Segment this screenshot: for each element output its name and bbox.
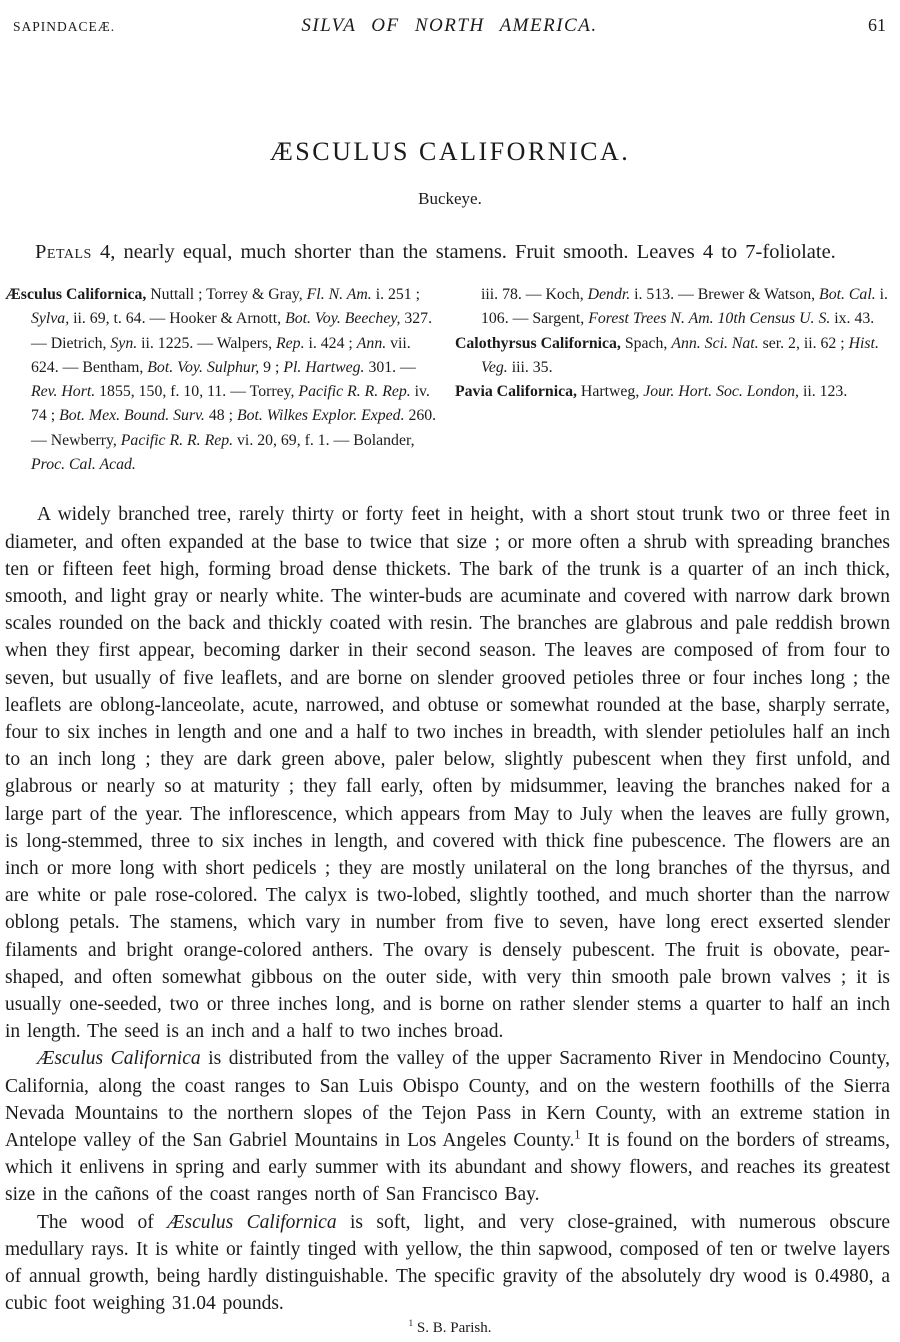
synonym-citation-calothyrsus: Calothyrsus Californica, Spach, Ann. Sci. Nat. ser. 2, ii. 62 ; Hist. Veg. iii. 35. [455,334,879,376]
synonym-citation-pavia: Pavia Californica, Hartweg, Jour. Hort. Soc. London, ii. 123. [455,383,848,401]
synonymy-block [5,283,890,477]
common-name: Buckeye. [418,189,482,208]
running-head [0,0,900,37]
synonym-citation-continuation: iii. 78. — Koch, Dendr. i. 513. — Brewer & Watson, Bot. Cal. i. 106. — Sargent, Forest Trees N. Am. 10th Census U. S. ix. 43. [481,286,888,328]
synonymy-right-column [455,283,890,477]
synonym-citation-aesculus: Æsculus Californica, Nuttall ; Torrey & Gray, Fl. N. Am. i. 251 ; Sylva, ii. 69, t. 64. — Hooker & Arnott, Bot. Voy. Beechey, 327. — Dietrich, Syn. ii. 1225. — Walpers, Rep. i. 424 ; Ann. vii. 624. — Bentham, Bot. Voy. Sulphur, 9 ; Pl. Hartweg. 301. — Rev. Hort. 1855, 150, f. 10, 11. — Torrey, Pacific R. R. Rep. iv. 74 ; Bot. Mex. Bound. Surv. 48 ; Bot. Wilkes Explor. Exped. 260. — Newberry, Pacific R. R. Rep. vi. 20, 69, f. 1. — Bolander, Proc. Cal. Acad. [5,286,437,474]
diagnosis-paragraph: Petals 4, nearly equal, much shorter than the stamens. Fruit smooth. Leaves 4 to 7-foliolate. [35,241,836,263]
description-paragraph-wood: The wood of Æsculus Californica is soft, light, and very close-grained, with numerous obscure medullary rays. It is white or faintly tinged with yellow, the thin sapwood, composed of ten or twelve layers of annual growth, being hardly distinguishable. The specific gravity of the absolutely dry wood is 0.4980, a cubic foot weighing 31.04 pounds. [5,1211,890,1315]
book-title: SILVA OF NORTH AMERICA. [301,15,598,36]
description-paragraph-distribution: Æsculus Californica is distributed from the valley of the upper Sacramento River in Mendocino County, California, along the coast ranges to San Luis Obispo County, and on the western foothills of the Sierra Nevada Mountains to the northern slopes of the Tejon Pass in Kern County, with an extreme station in Antelope valley of the San Gabriel Mountains in Los Angeles County.$^1$ It is found on the borders of streams, which it enlivens in spring and early summer with its abundant and showy flowers, and reaches its greatest size in the cañons of the coast ranges north of San Francisco Bay. [5,1048,890,1206]
footnote: $^1$ S. B. Parish. [408,1319,492,1337]
species-title: ÆSCULUS CALIFORNICA. [269,137,631,166]
page-number: 61 [868,15,886,35]
family-name: SAPINDACEÆ. [13,19,116,34]
synonymy-left-column [5,283,440,477]
description-paragraph-habit: A widely branched tree, rarely thirty or forty feet in height, with a short stout trunk two or three feet in diameter, and often expanded at the base to twice that size ; or more often a shrub with spreading branches ten or fifteen feet high, forming broad dense thickets. The bark of the trunk is a quarter of an inch thick, smooth, and light gray or nearly white. The winter-buds are acuminate and covered with narrow dark brown scales rounded on the back and thickly coated with resin. The branches are glabrous and pale reddish brown when they first appear, becoming darker in their second season. The leaves are composed of from four to seven, but usually of five leaflets, and are borne on slender grooved petioles three or four inches long ; the leaflets are oblong-lanceolate, acute, narrowed, and obtuse or somewhat rounded at the base, sharply serrate, four to six inches in length and one and a half to two inches in breadth, with slender petiolules half an inch to an inch long ; they are dark green above, paler below, slightly pubescent when they first unfold, and glabrous or nearly so at maturity ; they fall early, often by midsummer, leaving the branches naked for a large part of the year. The inflorescence, which appears from May to July when the leaves are fully grown, is long-stemmed, three to six inches in length, and covered with thick fine pubescence. The flowers are an inch or more long with short pedicels ; they are mostly unilateral on the long branches of the thyrsus, and are white or pale rose-colored. The calyx is two-lobed, slightly toothed, and much shorter than the narrow oblong petals. The stamens, which vary in number from five to seven, have long erect exserted slender filaments and bright orange-colored anthers. The ovary is densely pubescent. The fruit is obovate, pear-shaped, and often somewhat gibbous on the outer side, with very thin smooth pale brown valves ; it is usually one-seeded, two or three inches long, and is borne on rather slender stems a quarter to half an inch in length. The seed is an inch and a half to two inches broad. [5,504,890,1043]
description-text [5,501,890,1317]
